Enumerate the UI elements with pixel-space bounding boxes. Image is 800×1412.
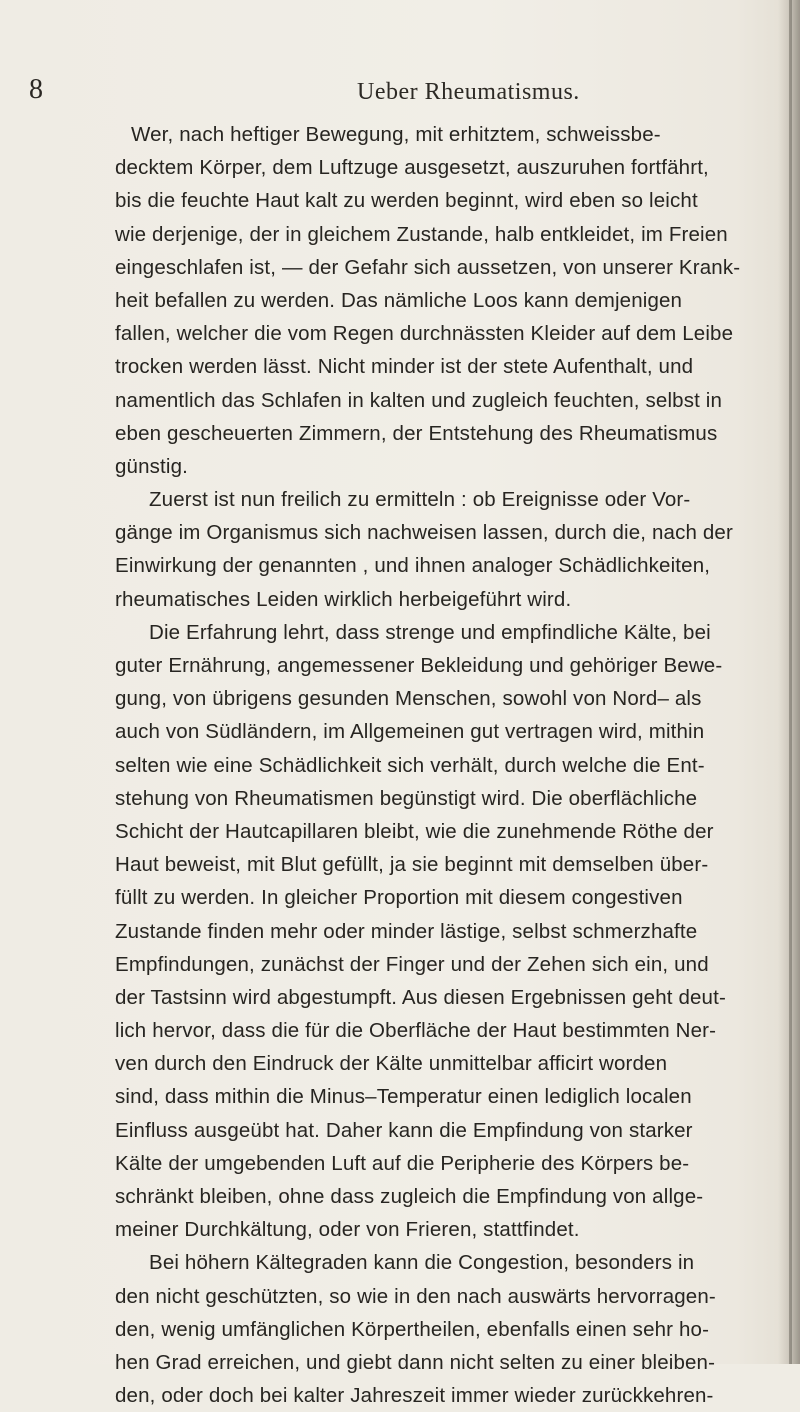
text-line: ven durch den Eindruck der Kälte unmittelbar afficirt worden (115, 1052, 668, 1076)
text-line: der Tastsinn wird abgestumpft. Aus diesen Ergebnissen geht deut- (115, 985, 726, 1009)
text-line: eben gescheuerten Zimmern, der Entstehung des Rheumatismus (115, 421, 718, 445)
text-line: den, wenig umfänglichen Körpertheilen, ebenfalls einen sehr ho- (115, 1317, 710, 1341)
text-line: gung, von übrigens gesunden Menschen, sowohl von Nord– als (115, 687, 702, 711)
text-line: schränkt bleiben, ohne dass zugleich die Empfindung von allge- (115, 1185, 704, 1208)
text-line: lich hervor, dass die für die Oberfläche der Haut bestimmten Ner- (115, 1019, 717, 1043)
text-line: sind, dass mithin die Minus–Temperatur einen lediglich localen (115, 1085, 692, 1109)
text-line: Haut beweist, mit Blut gefüllt, ja sie beginnt mit demselben über- (115, 853, 709, 877)
text-line: wie derjenige, der in gleichem Zustande, halb entkleidet, im Freien (115, 222, 728, 246)
text-line: namentlich das Schlafen in kalten und zugleich feuchten, selbst in (115, 388, 723, 412)
text-line: Einwirkung der genannten , und ihnen analoger Schädlichkeiten, (115, 554, 711, 578)
body-text (115, 118, 771, 1412)
text-line: auch von Südländern, im Allgemeinen gut vertragen wird, mithin (115, 720, 705, 744)
text-line: hen Grad erreichen, und giebt dann nicht selten zu einer bleiben- (115, 1350, 716, 1374)
running-head: Ueber Rheumatismus. (357, 79, 580, 105)
text-line: rheumatisches Leiden wirklich herbeigeführt wird. (115, 587, 572, 611)
page-number: 8 (29, 74, 43, 105)
text-line: gänge im Organismus sich nachweisen lassen, durch die, nach der (115, 521, 733, 545)
text-line: Zuerst ist nun freilich zu ermitteln : ob Ereignisse oder Vor- (149, 488, 691, 512)
page-edge-line (789, 0, 792, 1364)
text-line: Die Erfahrung lehrt, dass strenge und empfindliche Kälte, bei (149, 620, 711, 644)
text-line: Wer, nach heftiger Bewegung, mit erhitztem, schweissbe- (131, 123, 661, 146)
text-line: Empfindungen, zunächst der Finger und der Zehen sich ein, und (115, 952, 709, 976)
text-line: meiner Durchkältung, oder von Frieren, stattfindet. (115, 1218, 580, 1242)
text-line: günstig. (115, 454, 188, 478)
text-line: stehung von Rheumatismen begünstigt wird. Die oberflächliche (115, 786, 698, 810)
text-line: fallen, welcher die vom Regen durchnässten Kleider auf dem Leibe (115, 322, 734, 346)
text-line: den, oder doch bei kalter Jahreszeit immer wieder zurückkehren- (115, 1384, 714, 1408)
text-line: Schicht der Hautcapillaren bleibt, wie die zunehmende Röthe der (115, 819, 714, 843)
text-line: selten wie eine Schädlichkeit sich verhält, durch welche die Ent- (115, 753, 705, 777)
text-line: eingeschlafen ist, — der Gefahr sich aussetzen, von unserer Krank- (115, 255, 741, 279)
text-line: Bei höhern Kältegraden kann die Congestion, besonders in (149, 1251, 695, 1275)
text-line: bis die feuchte Haut kalt zu werden beginnt, wird eben so leicht (115, 189, 698, 213)
text-line: heit befallen zu werden. Das nämliche Loos kann demjenigen (115, 288, 683, 312)
text-line: decktem Körper, dem Luftzuge ausgesetzt, auszuruhen fortfährt, (115, 156, 709, 180)
text-line: füllt zu werden. In gleicher Proportion mit diesem congestiven (115, 886, 683, 910)
text-line: guter Ernährung, angemessener Bekleidung und gehöriger Bewe- (115, 654, 723, 677)
text-line: Einfluss ausgeübt hat. Daher kann die Empfindung von starker (115, 1118, 693, 1142)
text-line: Zustande finden mehr oder minder lästige, selbst schmerzhafte (115, 919, 698, 943)
text-line: Kälte der umgebenden Luft auf die Peripherie des Körpers be- (115, 1151, 690, 1175)
text-line: den nicht geschützten, so wie in den nach auswärts hervorragen- (115, 1284, 716, 1308)
text-line: trocken werden lässt. Nicht minder ist der stete Aufenthalt, und (115, 355, 694, 379)
